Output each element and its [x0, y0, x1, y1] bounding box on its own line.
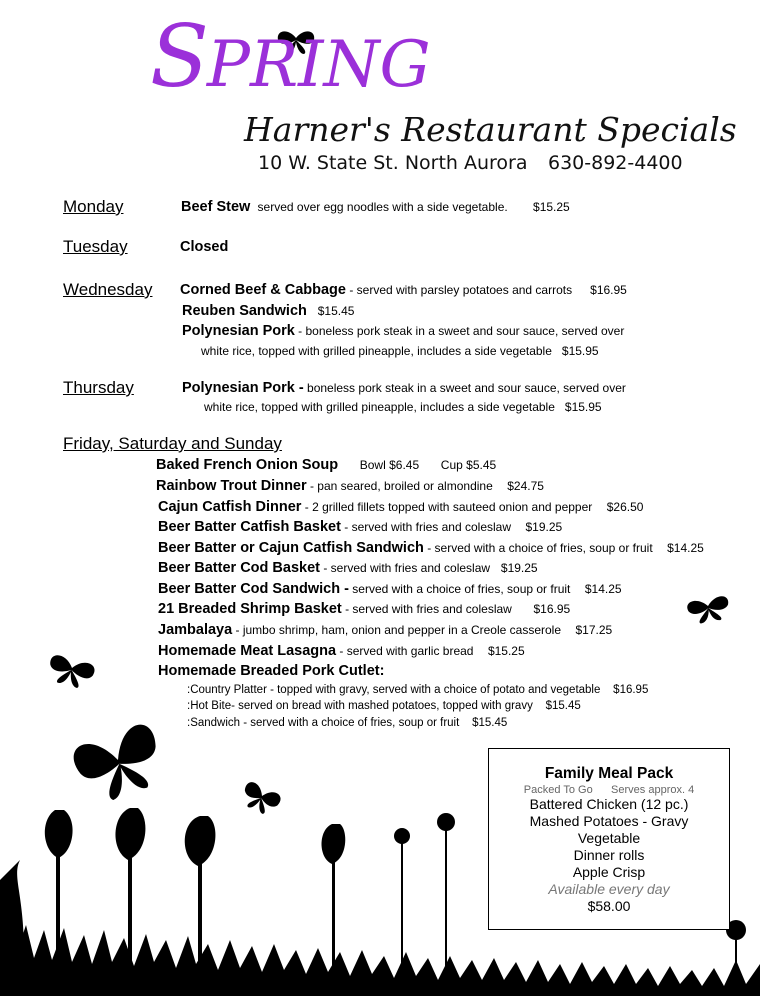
menu-item-wednesday-2: [182, 303, 354, 319]
menu-item-monday: [181, 199, 570, 215]
family-available: Available every day: [548, 881, 670, 897]
sub-item-country-platter: [187, 684, 648, 696]
item-desc: - pan seared, broiled or almondine: [306, 479, 493, 493]
item-price: $15.45: [317, 304, 355, 318]
restaurant-address: 10 W. State St. North Aurora: [258, 152, 528, 174]
menu-item-weekend-11: [158, 663, 384, 679]
item-price: $24.75: [507, 479, 544, 493]
item-name: Reuben Sandwich: [182, 303, 307, 319]
menu-item-wednesday-3-cont: [201, 344, 599, 358]
day-wednesday: Wednesday: [63, 280, 153, 299]
item-desc: :Country Platter - topped with gravy, served with a choice of potato and vegetable: [187, 684, 601, 696]
item-price: $14.25: [584, 582, 622, 596]
day-monday: Monday: [63, 197, 124, 216]
family-line: Battered Chicken (12 pc.): [529, 796, 689, 812]
item-price: $14.25: [667, 541, 704, 555]
item-desc: served over egg noodles with a side vegetable.: [257, 200, 508, 214]
item-desc: Bowl $6.45: [359, 458, 420, 472]
menu-item-weekend-5: [158, 540, 704, 556]
menu-item-weekend-3: [158, 499, 643, 515]
item-name: Beer Batter Cod Basket: [158, 560, 320, 576]
spring-logo-initial: S: [150, 7, 207, 107]
menu-item-weekend-8: [158, 601, 570, 617]
menu-item-wednesday-3: [182, 323, 624, 339]
item-desc: white rice, topped with grilled pineapple, includes a side vegetable: [204, 400, 555, 414]
item-desc: Cup $5.45: [440, 458, 497, 472]
item-desc: :Hot Bite- served on bread with mashed potatoes, topped with gravy: [187, 700, 533, 712]
item-price: $17.25: [575, 623, 613, 637]
item-desc: - served with garlic bread: [336, 644, 474, 658]
menu-item-weekend-7: [158, 581, 622, 597]
item-price: $26.50: [606, 500, 644, 514]
family-serves: Serves approx. 4: [611, 784, 695, 796]
menu-item-wednesday-1: [180, 282, 627, 298]
item-name: Polynesian Pork: [182, 323, 295, 339]
item-price: $15.95: [561, 344, 599, 358]
item-desc: - served with parsley potatoes and carrots: [345, 283, 573, 297]
item-name: Polynesian Pork -: [182, 380, 304, 396]
item-name: Jambalaya: [158, 622, 233, 638]
item-name: Corned Beef & Cabbage: [180, 282, 346, 298]
sub-item-hot-bite: [187, 700, 581, 712]
item-desc: - served with fries and coleslaw: [319, 561, 491, 575]
item-name: Rainbow Trout Dinner: [156, 478, 307, 494]
item-name: Beer Batter Cod Sandwich -: [158, 581, 349, 597]
item-price: $15.45: [545, 700, 581, 712]
item-price: $19.25: [525, 520, 563, 534]
item-desc: - served with a choice of fries, soup or fruit: [423, 541, 653, 555]
item-price: $15.95: [564, 400, 602, 414]
restaurant-title: Harner's Restaurant Specials: [244, 110, 737, 149]
item-price: $15.25: [533, 200, 570, 214]
item-name: Cajun Catfish Dinner: [158, 499, 302, 515]
item-name: 21 Breaded Shrimp Basket: [158, 601, 342, 617]
family-packed: Packed To Go: [523, 784, 593, 796]
item-desc: - served with fries and coleslaw: [340, 520, 512, 534]
menu-item-weekend-10: [158, 643, 525, 659]
family-line: Dinner rolls: [573, 847, 645, 863]
item-name: Closed: [180, 239, 229, 255]
menu-item-weekend-2: [156, 478, 544, 494]
family-subtitle: [489, 784, 729, 796]
item-price: $16.95: [533, 602, 571, 616]
family-meal-pack-box: [488, 748, 730, 930]
item-name: Baked French Onion Soup: [156, 457, 339, 473]
item-desc: boneless pork steak in a sweet and sour sauce, served over: [303, 381, 626, 395]
item-desc: - jumbo shrimp, ham, onion and pepper in a Creole casserole: [232, 623, 562, 637]
item-name: Homemade Breaded Pork Cutlet:: [158, 663, 385, 679]
item-price: $15.25: [487, 644, 525, 658]
family-title: Family Meal Pack: [544, 765, 674, 782]
menu-item-weekend-9: [158, 622, 612, 638]
item-price: $15.45: [472, 717, 508, 729]
spring-logo-rest: PRING: [206, 28, 431, 102]
item-desc: - served with fries and coleslaw: [341, 602, 512, 616]
menu-item-thursday-cont: [204, 400, 602, 414]
family-line: Mashed Potatoes - Gravy: [529, 813, 689, 829]
menu-item-tuesday: [180, 239, 228, 255]
family-price: $58.00: [587, 898, 631, 914]
item-name: Beer Batter Catfish Basket: [158, 519, 341, 535]
item-price: $19.25: [500, 561, 538, 575]
menu-item-weekend-4: [158, 519, 562, 535]
day-tuesday: Tuesday: [63, 237, 128, 256]
family-line: Apple Crisp: [572, 864, 646, 880]
sub-item-sandwich: [187, 717, 507, 729]
day-thursday: Thursday: [63, 378, 134, 397]
item-price: $16.95: [590, 283, 627, 297]
family-line: Vegetable: [577, 830, 641, 846]
menu-item-weekend-6: [158, 560, 538, 576]
day-weekend: Friday, Saturday and Sunday: [63, 434, 282, 453]
item-name: Beer Batter or Cajun Catfish Sandwich: [158, 540, 424, 556]
item-desc: - 2 grilled fillets topped with sauteed onion and pepper: [301, 500, 593, 514]
item-price: $16.95: [613, 684, 649, 696]
item-name: Beef Stew: [181, 199, 251, 215]
menu-item-weekend-1: [156, 457, 496, 473]
restaurant-phone: 630-892-4400: [548, 152, 683, 174]
item-name: Homemade Meat Lasagna: [158, 643, 337, 659]
item-desc: :Sandwich - served with a choice of fries, soup or fruit: [187, 717, 460, 729]
item-desc: served with a choice of fries, soup or fruit: [348, 582, 571, 596]
item-desc: white rice, topped with grilled pineapple, includes a side vegetable: [201, 344, 552, 358]
item-desc: - boneless pork steak in a sweet and sour sauce, served over: [294, 324, 625, 338]
menu-item-thursday: [182, 380, 626, 396]
